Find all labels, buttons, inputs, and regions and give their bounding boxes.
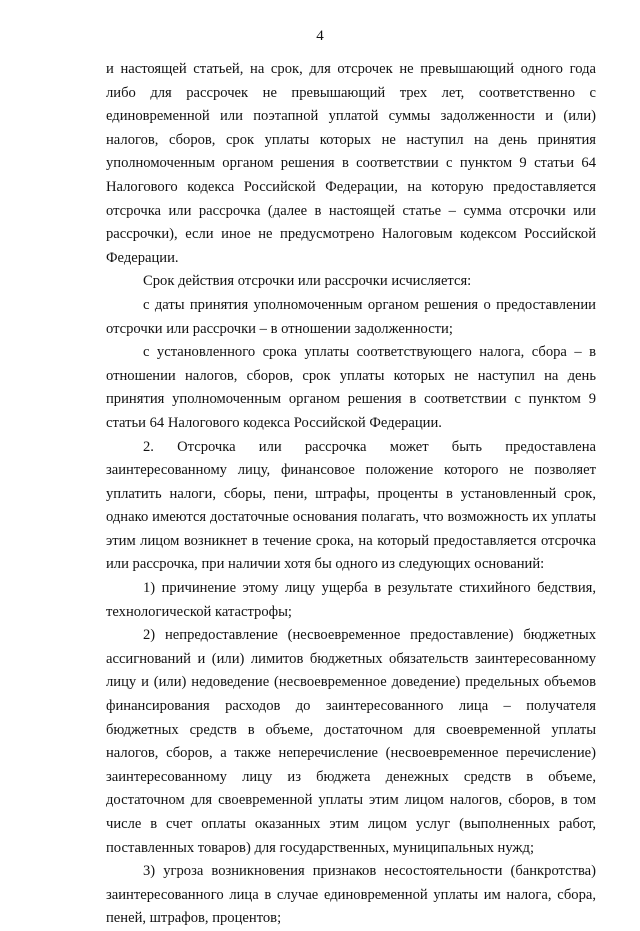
paragraph-term-taxes: с установленного срока уплаты соответствующего налога, сбора – в отношении налогов, сборов, срок уплаты которых не наступил на день принятия уполномоченным органом решения в соответствии с пунктом 9 статьи 64 Налогового кодекса Российской Федерации. (106, 344, 596, 431)
document-body (106, 58, 596, 931)
paragraph-clause-2: 2. Отсрочка или рассрочка может быть предоставлена заинтересованному лицу, финансовое положение которого не позволяет уплатить налоги, сборы, пени, штрафы, проценты в установленный срок, однако имеются достаточные основания полагать, что возможность их уплаты этим лицом возникнет в течение срока, на который предоставляется отсрочка или рассрочка, при наличии хотя бы одного из следующих оснований: (106, 438, 596, 573)
paragraph-item-1: 1) причинение этому лицу ущерба в результате стихийного бедствия, технологической катастрофы; (106, 580, 596, 620)
paragraph-term-debt: с даты принятия уполномоченным органом решения о предоставлении отсрочки или рассрочки – в отношении задолженности; (106, 296, 596, 337)
paragraph-item-2: 2) непредоставление (несвоевременное предоставление) бюджетных ассигнований и (или) лимитов бюджетных обязательств заинтересованному лицу и (или) недоведение (несвоевременное доведение) предельных объемов финансирования расходов до заинтересованного лица – получателя бюджетных средств в объеме, достаточном для своевременной уплаты налогов, сборов, а также неперечисление (несвоевременное перечисление) заинтересованному лицу из бюджета денежных средств в объеме, достаточном для своевременной уплаты этим лицом налогов, сборов, в том числе в счет оплаты оказанных этим лицом услуг (выполненных работ, поставленных товаров) для государственных, муниципальных нужд; (106, 627, 596, 856)
paragraph-item-3: 3) угроза возникновения признаков несостоятельности (банкротства) заинтересованного лица в случае единовременной уплаты им налога, сбора, пеней, штрафов, процентов; (106, 863, 596, 927)
page-number: 4 (316, 28, 324, 44)
paragraph-continuation: и настоящей статьей, на срок, для отсрочек не превышающий одного года либо для рассрочек не превышающий трех лет, соответственно с единовременной или поэтапной уплатой суммы задолженности и (или) налогов, сборов, срок уплаты которых не наступил на день принятия уполномоченным органом решения в соответствии с пунктом 9 статьи 64 Налогового кодекса Российской Федерации, на которую предоставляется отсрочка или рассрочка (далее в настоящей статье – сумма отсрочки или рассрочки), если иное не предусмотрено Налоговым кодексом Российской Федерации. (106, 61, 596, 266)
paragraph-term-intro: Срок действия отсрочки или рассрочки исчисляется: (143, 273, 472, 290)
